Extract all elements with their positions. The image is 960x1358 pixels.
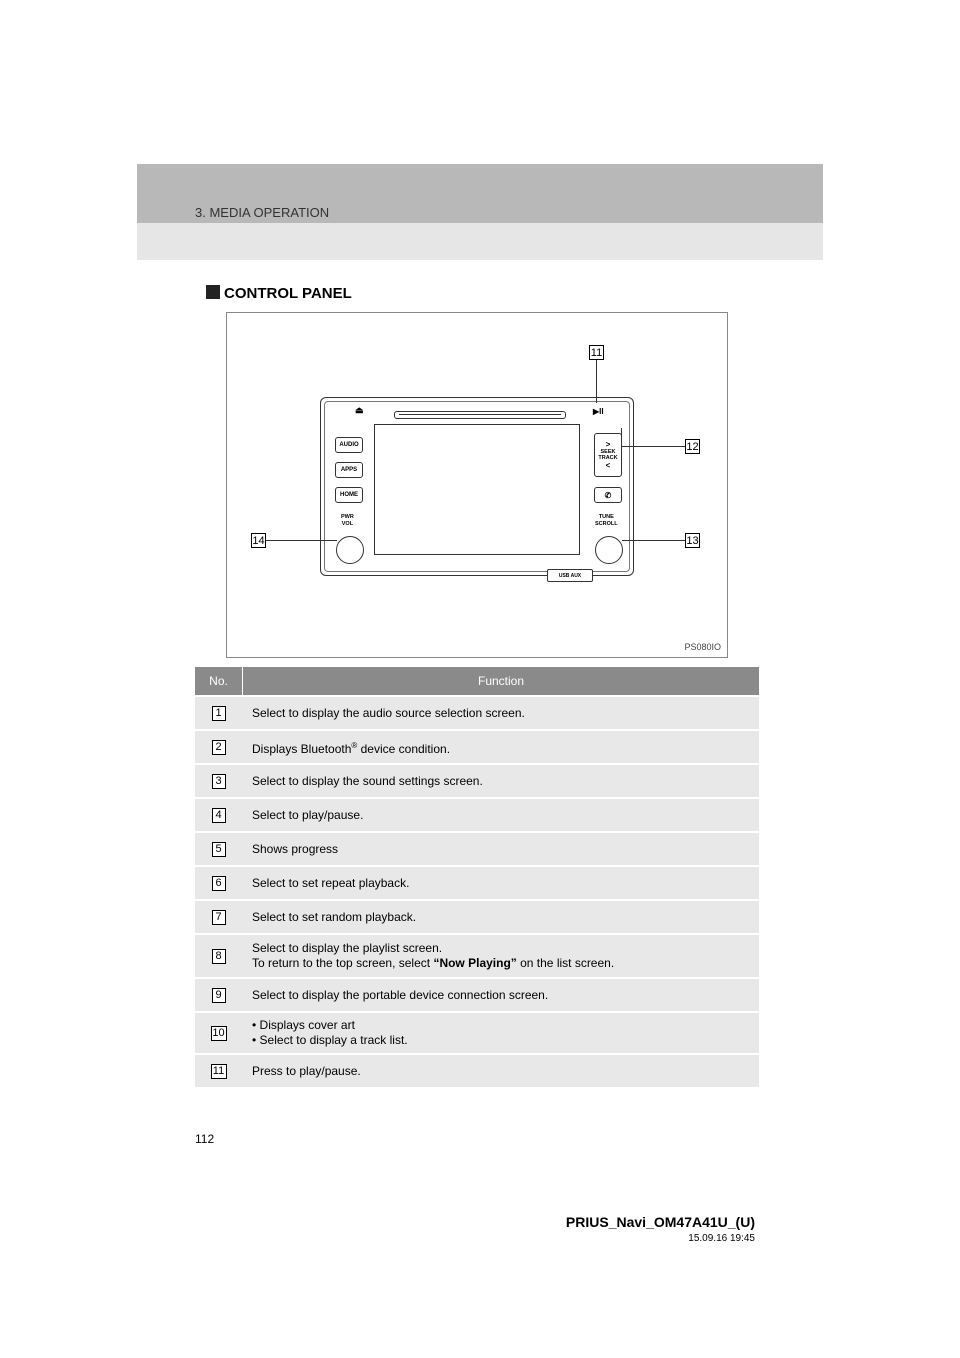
table-row xyxy=(195,899,759,933)
row-number: 2 xyxy=(212,740,226,755)
next-icon: > xyxy=(605,440,611,449)
pwr-label: PWR xyxy=(341,514,354,520)
callout-11: 11 xyxy=(590,346,603,359)
seek-track-button[interactable] xyxy=(594,433,622,477)
table-row xyxy=(195,729,759,763)
row-text: Select to display the sound settings screen. xyxy=(252,773,483,788)
table-row xyxy=(195,763,759,797)
row-text: Select to display the portable device connection screen. xyxy=(252,987,549,1002)
callout-12: 12 xyxy=(686,440,699,453)
row-text: Select to play/pause. xyxy=(252,807,364,822)
tune-scroll-label xyxy=(595,514,618,528)
callout-13: 13 xyxy=(686,534,699,547)
row-text: Displays Bluetooth® device condition. xyxy=(252,740,451,756)
track-label: TRACK xyxy=(598,455,618,461)
row-bullet-1: • Displays cover art xyxy=(252,1018,355,1032)
row-number: 9 xyxy=(212,988,226,1003)
figure-code: PS080IO xyxy=(684,642,721,652)
heading-title: CONTROL PANEL xyxy=(224,285,352,302)
phone-icon: ✆ xyxy=(604,490,612,500)
row-number: 8 xyxy=(212,949,226,964)
tune-scroll-knob[interactable] xyxy=(595,536,623,564)
bullet-icon: • xyxy=(252,1018,257,1032)
disc-slot xyxy=(394,411,566,419)
page-number: 112 xyxy=(195,1132,215,1146)
header-no: No. xyxy=(195,667,243,695)
row-number: 4 xyxy=(212,808,226,823)
section-title: 3. MEDIA OPERATION xyxy=(195,205,330,220)
vol-label: VOL xyxy=(341,521,354,527)
row-number: 3 xyxy=(212,774,226,789)
heading xyxy=(206,285,352,302)
table-row xyxy=(195,977,759,1011)
prev-icon: < xyxy=(605,461,611,470)
table-row xyxy=(195,1011,759,1053)
table-row xyxy=(195,797,759,831)
callout-13-leader xyxy=(622,540,685,541)
square-bullet-icon xyxy=(206,285,220,299)
play-pause-icon: ▶II xyxy=(593,407,604,416)
row-number: 11 xyxy=(211,1064,227,1079)
row-bullet-2: • Select to display a track list. xyxy=(252,1033,408,1047)
table-row xyxy=(195,933,759,977)
row-number: 1 xyxy=(212,706,226,721)
row-number: 7 xyxy=(212,910,226,925)
callout-14-leader xyxy=(266,540,337,541)
seek-label: SEEK xyxy=(600,449,616,455)
home-button[interactable]: HOME xyxy=(335,487,363,503)
row-text: Press to play/pause. xyxy=(252,1063,361,1078)
callout-11-leader xyxy=(596,360,597,403)
row-number: 10 xyxy=(212,1027,225,1039)
table-row xyxy=(195,865,759,899)
row-line-1: Select to display the playlist screen. xyxy=(252,941,443,955)
row-text: Select to set random playback. xyxy=(252,909,417,924)
row-line-2: To return to the top screen, select “Now Playing” on the list screen. xyxy=(252,956,615,970)
table-row xyxy=(195,1053,759,1087)
eject-icon: ⏏ xyxy=(355,405,364,415)
document-date: 15.09.16 19:45 xyxy=(688,1233,755,1244)
bullet-icon: • xyxy=(252,1033,257,1047)
table-header xyxy=(195,667,759,695)
apps-button[interactable]: APPS xyxy=(335,462,363,478)
row-number: 6 xyxy=(212,876,226,891)
usb-aux-port: USB AUX xyxy=(547,569,593,582)
row-text: Select to display the audio source selection screen. xyxy=(252,705,525,720)
scroll-label: SCROLL xyxy=(595,521,618,527)
head-unit xyxy=(320,397,634,579)
callout-12-bracket xyxy=(621,428,622,470)
function-table xyxy=(195,667,759,1087)
tune-label: TUNE xyxy=(598,514,614,520)
row-number: 5 xyxy=(212,842,226,857)
row-text: Shows progress xyxy=(252,841,339,856)
callout-12-leader xyxy=(621,446,685,447)
row-text: Select to set repeat playback. xyxy=(252,875,410,890)
phone-button[interactable] xyxy=(594,487,622,503)
document-id: PRIUS_Navi_OM47A41U_(U) xyxy=(565,1214,755,1230)
pwr-vol-label xyxy=(341,514,354,528)
table-row xyxy=(195,695,759,729)
audio-button[interactable]: AUDIO xyxy=(335,437,363,453)
touch-screen[interactable] xyxy=(374,424,580,555)
header-function: Function xyxy=(477,674,525,688)
table-row xyxy=(195,831,759,865)
pwr-vol-knob[interactable] xyxy=(336,536,364,564)
control-panel-figure xyxy=(226,312,728,658)
callout-14: 14 xyxy=(252,534,265,547)
